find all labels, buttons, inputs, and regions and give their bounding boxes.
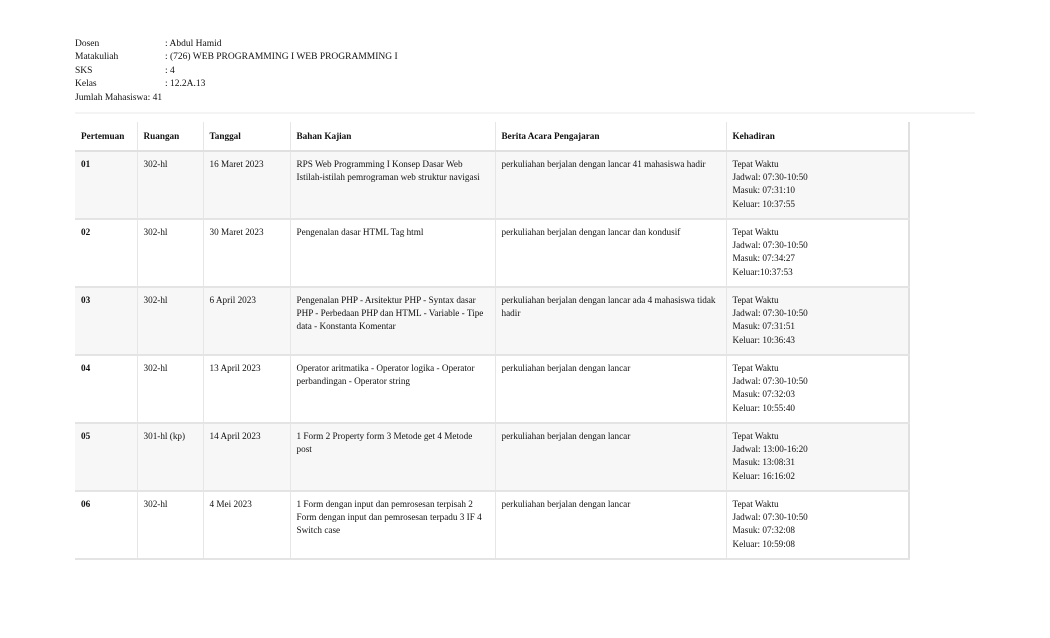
kehadiran-status: Tepat Waktu [732,295,779,305]
cell-bahan-kajian: Operator aritmatika - Operator logika - Operator perbandingan - Operator string [290,355,495,423]
cell-kehadiran [726,151,909,219]
cell-bahan-kajian: 1 Form 2 Property form 3 Metode get 4 Metode post [290,423,495,491]
header-kehadiran: Kehadiran [726,122,909,151]
info-row-kelas [75,78,398,91]
table-header-row [75,122,909,151]
sks-label: SKS [75,65,93,76]
cell-ruangan: 301-hl (kp) [137,423,203,491]
kehadiran-jadwal: Jadwal: 07:30-10:50 [732,240,808,251]
kelas-label: Kelas [75,79,97,90]
jumlah-label: Jumlah Mahasiswa [75,92,148,103]
header-pertemuan: Pertemuan [75,122,137,151]
cell-pertemuan: 06 [75,491,137,559]
cell-ruangan: 302-hl [137,287,203,355]
kehadiran-keluar: Keluar: 10:37:55 [732,198,796,209]
cell-tanggal: 6 April 2023 [203,287,290,355]
kehadiran-jadwal: Jadwal: 07:30-10:50 [732,512,808,523]
kehadiran-status: Tepat Waktu [732,363,779,373]
course-info [75,38,398,105]
kelas-value: : 12.2A.13 [165,79,206,90]
divider [75,112,975,114]
info-row-sks [75,65,398,78]
cell-berita-acara: perkuliahan berjalan dengan lancar dan kondusif [495,219,726,287]
kehadiran-masuk: Masuk: 07:31:10 [732,185,796,196]
kehadiran-keluar: Keluar: 10:59:08 [732,538,796,549]
cell-ruangan: 302-hl [137,219,203,287]
info-row-matakuliah [75,51,398,64]
cell-pertemuan: 03 [75,287,137,355]
kehadiran-keluar: Keluar: 10:55:40 [732,402,796,413]
kehadiran-jadwal: Jadwal: 07:30-10:50 [732,376,808,387]
cell-bahan-kajian: Pengenalan PHP - Arsitektur PHP - Syntax dasar PHP - Perbedaan PHP dan HTML - Variable - Tipe data - Konstanta Komentar [290,287,495,355]
cell-berita-acara: perkuliahan berjalan dengan lancar [495,423,726,491]
cell-bahan-kajian: Pengenalan dasar HTML Tag html [290,219,495,287]
table-row [75,151,909,219]
cell-kehadiran [726,491,909,559]
kehadiran-status: Tepat Waktu [732,227,779,237]
cell-ruangan: 302-hl [137,151,203,219]
kehadiran-masuk: Masuk: 07:32:08 [732,525,796,536]
table-row [75,219,909,287]
header-tanggal: Tanggal [203,122,290,151]
cell-tanggal: 14 April 2023 [203,423,290,491]
matakuliah-label: Matakuliah [75,52,119,63]
cell-berita-acara: perkuliahan berjalan dengan lancar 41 mahasiswa hadir [495,151,726,219]
cell-pertemuan: 04 [75,355,137,423]
header-berita-acara: Berita Acara Pengajaran [495,122,726,151]
cell-kehadiran [726,287,909,355]
table-row [75,423,909,491]
kehadiran-status: Tepat Waktu [732,159,779,169]
kehadiran-jadwal: Jadwal: 07:30-10:50 [732,308,808,319]
matakuliah-value: : (726) WEB PROGRAMMING I WEB PROGRAMMING I [165,52,398,63]
kehadiran-jadwal: Jadwal: 13:00-16:20 [732,444,808,455]
header-ruangan: Ruangan [137,122,203,151]
table-row [75,355,909,423]
cell-tanggal: 16 Maret 2023 [203,151,290,219]
cell-bahan-kajian: 1 Form dengan input dan pemrosesan terpisah 2 Form dengan input dan pemrosesan terpadu 3 IF 4 Switch case [290,491,495,559]
cell-pertemuan: 01 [75,151,137,219]
attendance-table [75,122,910,560]
kehadiran-keluar: Keluar:10:37:53 [732,266,793,277]
cell-pertemuan: 05 [75,423,137,491]
cell-kehadiran [726,355,909,423]
cell-tanggal: 4 Mei 2023 [203,491,290,559]
cell-kehadiran [726,219,909,287]
kehadiran-masuk: Masuk: 13:08:31 [732,457,796,468]
kehadiran-status: Tepat Waktu [732,499,779,509]
sks-value: : 4 [165,65,175,76]
cell-berita-acara: perkuliahan berjalan dengan lancar ada 4 mahasiswa tidak hadir [495,287,726,355]
cell-bahan-kajian: RPS Web Programming I Konsep Dasar Web Istilah-istilah pemrograman web struktur navigasi [290,151,495,219]
cell-tanggal: 13 April 2023 [203,355,290,423]
cell-kehadiran [726,423,909,491]
cell-ruangan: 302-hl [137,355,203,423]
kehadiran-status: Tepat Waktu [732,431,779,441]
dosen-value: : Abdul Hamid [165,39,222,49]
cell-ruangan: 302-hl [137,491,203,559]
kehadiran-jadwal: Jadwal: 07:30-10:50 [732,172,808,183]
kehadiran-masuk: Masuk: 07:32:03 [732,389,796,400]
cell-berita-acara: perkuliahan berjalan dengan lancar [495,355,726,423]
cell-pertemuan: 02 [75,219,137,287]
cell-tanggal: 30 Maret 2023 [203,219,290,287]
kehadiran-masuk: Masuk: 07:31:51 [732,321,796,332]
table-row [75,287,909,355]
jumlah-value: : 41 [147,92,163,103]
table-row [75,491,909,559]
header-bahan-kajian: Bahan Kajian [290,122,495,151]
kehadiran-masuk: Masuk: 07:34:27 [732,253,796,264]
kehadiran-keluar: Keluar: 16:16:02 [732,470,796,481]
kehadiran-keluar: Keluar: 10:36:43 [732,334,796,345]
info-row-dosen [75,38,398,51]
dosen-label: Dosen [75,39,100,49]
cell-berita-acara: perkuliahan berjalan dengan lancar [495,491,726,559]
info-row-jumlah [75,92,398,105]
